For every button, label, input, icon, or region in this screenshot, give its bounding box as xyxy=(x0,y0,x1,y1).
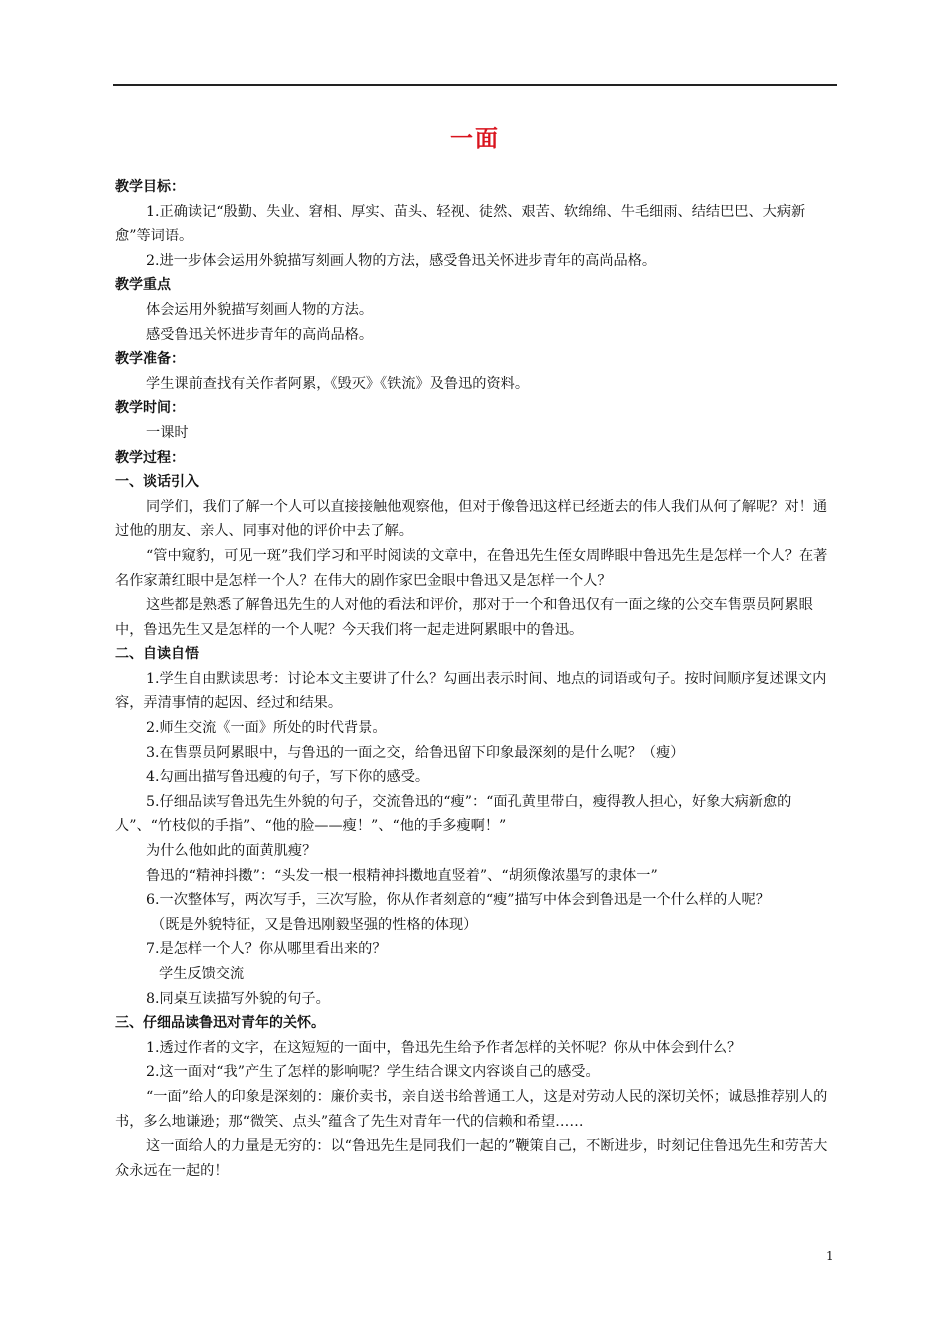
paragraph: 2.进一步体会运用外貌描写刻画人物的方法，感受鲁迅关怀进步青年的高尚品格。 xyxy=(146,252,657,269)
section-heading: 二、自读自悟 xyxy=(115,646,199,663)
section-heading: 三、仔细品读鲁迅对青年的关怀。 xyxy=(115,1015,325,1032)
paragraph: 体会运用外貌描写刻画人物的方法。 xyxy=(146,301,374,318)
paragraph: 同学们，我们了解一个人可以直接接触他观察他，但对于像鲁迅这样已经逝去的伟人我们从何了解呢？对！通过他的朋友、亲人、同事对他的评价中去了解。 xyxy=(115,498,828,540)
paragraph: 为什么他如此的面黄肌瘦？ xyxy=(146,843,317,860)
page-number: 1 xyxy=(826,1249,834,1263)
section-heading: 教学准备： xyxy=(115,351,185,368)
page-title: 一面 xyxy=(450,126,500,152)
paragraph: 1.学生自由默读思考：讨论本文主要讲了什么？勾画出表示时间、地点的词语或句子。按时间顺序复述课文内容，弄清事情的起因、经过和结果。 xyxy=(115,670,827,712)
header-rule xyxy=(113,84,837,86)
paragraph: 2.这一面对“我”产生了怎样的影响呢？学生结合课文内容谈自己的感受。 xyxy=(146,1064,600,1081)
paragraph: 鲁迅的“精神抖擞”：“头发一根一根精神抖擞地直竖着”、“胡须像浓墨写的隶体一” xyxy=(146,867,658,884)
paragraph: 学生反馈交流 xyxy=(159,966,245,982)
paragraph: 一课时 xyxy=(146,424,189,441)
section-heading: 教学目标： xyxy=(115,179,185,195)
section-heading: 教学过程： xyxy=(115,449,185,466)
paragraph: 5.仔细品读写鲁迅先生外貌的句子，交流鲁迅的“瘦”：“面孔黄里带白，瘦得教人担心，好象大病新愈的人”、“竹枝似的手指”、“他的脸——瘦！”、“他的手多瘦啊！” xyxy=(115,793,792,835)
paragraph: 这些都是熟悉了解鲁迅先生的人对他的看法和评价，那对于一个和鲁迅仅有一面之缘的公交车售票员阿累眼中，鲁迅先生又是怎样的一个人呢？今天我们将一起走进阿累眼中的鲁迅。 xyxy=(115,597,813,638)
lesson-plan-body xyxy=(115,175,838,1183)
paragraph: “一面”给人的印象是深刻的：廉价卖书，亲自送书给普通工人，这是对劳动人民的深切关怀；诚恳推荐别人的书，多么地谦逊；那“微笑、点头”蕴含了先生对青年一代的信赖和希望…… xyxy=(115,1088,828,1130)
paragraph: “管中窥豹，可见一斑”我们学习和平时阅读的文章中，在鲁迅先生侄女周晔眼中鲁迅先生是怎样一个人？在著名作家萧红眼中是怎样一个人？在伟大的剧作家巴金眼中鲁迅又是怎样一个人？ xyxy=(115,547,828,589)
paragraph: 6.一次整体写，两次写手，三次写脸，你从作者刻意的“瘦”描写中体会到鲁迅是一个什么样的人呢？ xyxy=(146,892,770,909)
paragraph: 2.师生交流《一面》所处的时代背景。 xyxy=(146,720,387,737)
paragraph: 1.正确读记“殷勤、失业、窘相、厚实、苗头、轻视、徒然、艰苦、软绵绵、牛毛细雨、结结巴巴、大病新愈”等词语。 xyxy=(115,203,806,245)
paragraph: 1.透过作者的文字，在这短短的一面中，鲁迅先生给予作者怎样的关怀呢？你从中体会到什么？ xyxy=(146,1039,742,1056)
paragraph: 4.勾画出描写鲁迅瘦的句子，写下你的感受。 xyxy=(146,769,430,786)
section-heading: 一、谈话引入 xyxy=(115,474,199,491)
section-heading: 教学时间： xyxy=(115,400,185,417)
paragraph: 这一面给人的力量是无穷的：以“鲁迅先生是同我们一起的”鞭策自己，不断进步，时刻记住鲁迅先生和劳苦大众永远在一起的！ xyxy=(115,1138,828,1179)
paragraph: 学生课前查找有关作者阿累，《毁灭》《铁流》及鲁迅的资料。 xyxy=(146,375,530,392)
section-heading: 教学重点 xyxy=(115,277,171,294)
paragraph: 感受鲁迅关怀进步青年的高尚品格。 xyxy=(146,326,374,343)
paragraph: 7.是怎样一个人？你从哪里看出来的？ xyxy=(146,941,387,958)
paragraph: 3.在售票员阿累眼中，与鲁迅的一面之交，给鲁迅留下印象最深刻的是什么呢？（瘦） xyxy=(146,744,685,761)
paragraph: 8.同桌互读描写外貌的句子。 xyxy=(146,990,330,1007)
paragraph: （既是外貌特征，又是鲁迅刚毅坚强的性格的体现） xyxy=(151,916,478,933)
